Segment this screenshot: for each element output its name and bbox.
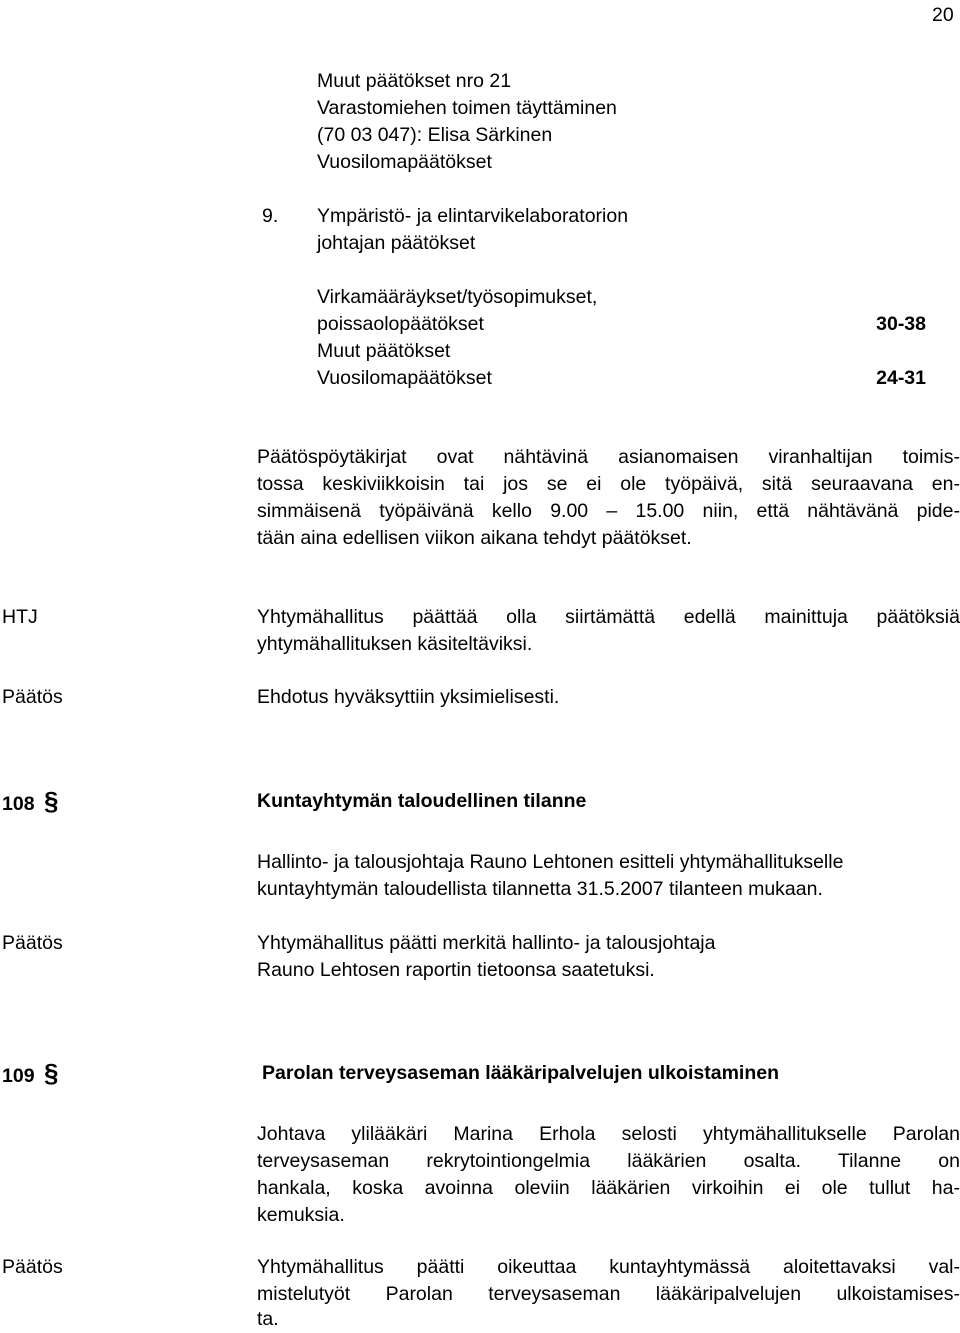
htj-label: HTJ	[2, 606, 38, 628]
sub-line: Muut päätökset	[317, 340, 451, 362]
paragraph-sign: §	[43, 1058, 59, 1088]
list-line: Varastomiehen toimen täyttäminen	[317, 97, 617, 119]
decision-line: Yhtymähallitus päätti merkitä hallinto- ja talousjohtaja	[257, 932, 716, 954]
decision-text: Ehdotus hyväksyttiin yksimielisesti.	[257, 686, 560, 708]
section-body-line: Johtava ylilääkäri Marina Erhola selosti yhtymähallitukselle Parolan	[257, 1123, 960, 1145]
section-number-value: 108	[2, 793, 35, 815]
item-title-line: johtajan päätökset	[317, 232, 476, 254]
decision-label: Päätös	[2, 1256, 63, 1278]
htj-text-line: Yhtymähallitus päättää olla siirtämättä edellä mainittuja päätöksiä	[257, 606, 960, 628]
item-title-line: Ympäristö- ja elintarvikelaboratorion	[317, 205, 629, 227]
paragraph-sign: §	[43, 786, 59, 816]
list-line: Muut päätökset nro 21	[317, 70, 512, 92]
section-body-line: terveysaseman rekrytointiongelmia lääkärien osalta. Tilanne on	[257, 1150, 960, 1172]
notice-line: tään aina edellisen viikon aikana tehdyt päätökset.	[257, 527, 692, 549]
page-range: 24-31	[876, 367, 926, 389]
notice-line: Päätöspöytäkirjat ovat nähtävinä asianomaisen viranhaltijan toimis-	[257, 446, 960, 468]
list-line: Vuosilomapäätökset	[317, 151, 492, 173]
decision-line: ta.	[257, 1308, 279, 1330]
item-number: 9.	[262, 205, 279, 227]
section-body-line: Hallinto- ja talousjohtaja Rauno Lehtonen esitteli yhtymähallitukselle	[257, 851, 844, 873]
section-body-line: hankala, koska avoinna oleviin lääkärien virkoihin ei ole tullut ha-	[257, 1177, 960, 1199]
section-number-value: 109	[2, 1065, 35, 1087]
section-title: Kuntayhtymän taloudellinen tilanne	[257, 790, 587, 812]
section-title: Parolan terveysaseman lääkäripalvelujen ulkoistaminen	[262, 1062, 779, 1084]
decision-label: Päätös	[2, 932, 63, 954]
htj-text-line: yhtymähallituksen käsiteltäviksi.	[257, 633, 533, 655]
decision-line: Rauno Lehtosen raportin tietoonsa saatetuksi.	[257, 959, 655, 981]
decision-line: Yhtymähallitus päätti oikeuttaa kuntayhtymässä aloitettavaksi val-	[257, 1256, 960, 1278]
decision-line: mistelutyöt Parolan terveysaseman lääkäripalvelujen ulkoistamises-	[257, 1283, 960, 1305]
section-body-line: kuntayhtymän taloudellista tilannetta 31.5.2007 tilanteen mukaan.	[257, 878, 823, 900]
sub-line: Vuosilomapäätökset	[317, 367, 492, 389]
decision-label: Päätös	[2, 686, 63, 708]
notice-line: tossa keskiviikkoisin tai jos se ei ole työpäivä, sitä seuraavana en-	[257, 473, 960, 495]
section-body-line: kemuksia.	[257, 1204, 345, 1226]
list-line: (70 03 047): Elisa Särkinen	[317, 124, 553, 146]
section-number	[2, 788, 58, 818]
section-number	[2, 1060, 58, 1090]
sub-line: poissaolopäätökset	[317, 313, 484, 335]
page-range: 30-38	[876, 313, 926, 335]
sub-line: Virkamääräykset/työsopimukset,	[317, 286, 598, 308]
notice-line: simmäisenä työpäivänä kello 9.00 – 15.00 niin, että nähtävänä pide-	[257, 500, 960, 522]
page-number: 20	[932, 4, 954, 26]
